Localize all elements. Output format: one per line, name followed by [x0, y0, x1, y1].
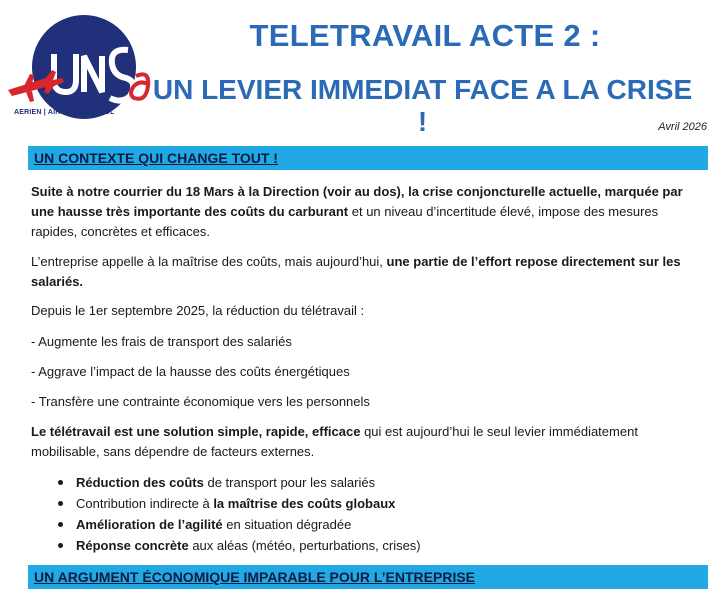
paragraph-effort-bold: une partie de l’effort repose directement sur les salariés.	[31, 254, 681, 289]
list-item	[56, 535, 696, 556]
dash-item-transport: - Augmente les frais de transport des salariés	[31, 334, 292, 349]
list-item-text: aux aléas (météo, perturbations, crises)	[188, 538, 421, 553]
paragraph-effort-text: L’entreprise appelle à la maîtrise des coûts, mais aujourd’hui,	[31, 254, 387, 269]
section-header-context	[28, 146, 708, 170]
logo-caption: AERIEN | AIR FRANCE | SOL	[14, 109, 115, 116]
section-title: UN CONTEXTE QUI CHANGE TOUT !	[34, 150, 278, 166]
paragraph-solution-bold: Le télétravail est une solution simple, rapide, efficace	[31, 424, 361, 439]
list-item-text: de transport pour les salariés	[203, 475, 376, 490]
dash-item-constraint: - Transfère une contrainte économique vers les personnels	[31, 394, 370, 409]
list-item	[56, 493, 696, 514]
list-item-bold: Réponse concrète	[76, 538, 189, 553]
paragraph-intro	[31, 182, 701, 242]
paragraph-effort	[31, 252, 701, 292]
list-item	[56, 514, 696, 535]
paragraph-solution-text: qui est aujourd’hui le seul levier immédiatement mobilisable, sans dépendre de facteurs externes.	[31, 424, 638, 459]
page-title: TELETRAVAIL ACTE 2 :	[249, 18, 601, 53]
list-item-bold: Réduction des coûts	[76, 475, 204, 490]
paragraph-reduction: Depuis le 1er septembre 2025, la réduction du télétravail :	[31, 303, 365, 318]
list-item-bold: la maîtrise des coûts globaux	[213, 496, 396, 511]
list-item-text: en situation dégradée	[222, 517, 352, 532]
section-title: UN ARGUMENT ÉCONOMIQUE IMPARABLE POUR L’ENTREPRISE	[34, 569, 476, 585]
list-item	[56, 472, 696, 493]
list-item-text: Contribution indirecte à	[76, 496, 214, 511]
list-item-bold: Amélioration de l’agilité	[76, 517, 223, 532]
benefits-list	[56, 472, 696, 556]
paragraph-intro-bold: Suite à notre courrier du 18 Mars à la Direction (voir au dos), la crise conjoncturelle actuelle, marquée par une hausse très importante des coûts du carburant	[31, 184, 683, 219]
dash-item-energy: - Aggrave l’impact de la hausse des coûts énergétiques	[31, 364, 350, 379]
section-header-economic	[28, 565, 708, 589]
paragraph-solution	[31, 422, 701, 462]
paragraph-intro-text: et un niveau d’incertitude élevé, impose des mesures rapides, concrètes et efficaces.	[31, 204, 659, 239]
page-subtitle: UN LEVIER IMMEDIAT FACE A LA CRISE !	[152, 74, 693, 137]
document-date: Avril 2026	[658, 121, 707, 133]
